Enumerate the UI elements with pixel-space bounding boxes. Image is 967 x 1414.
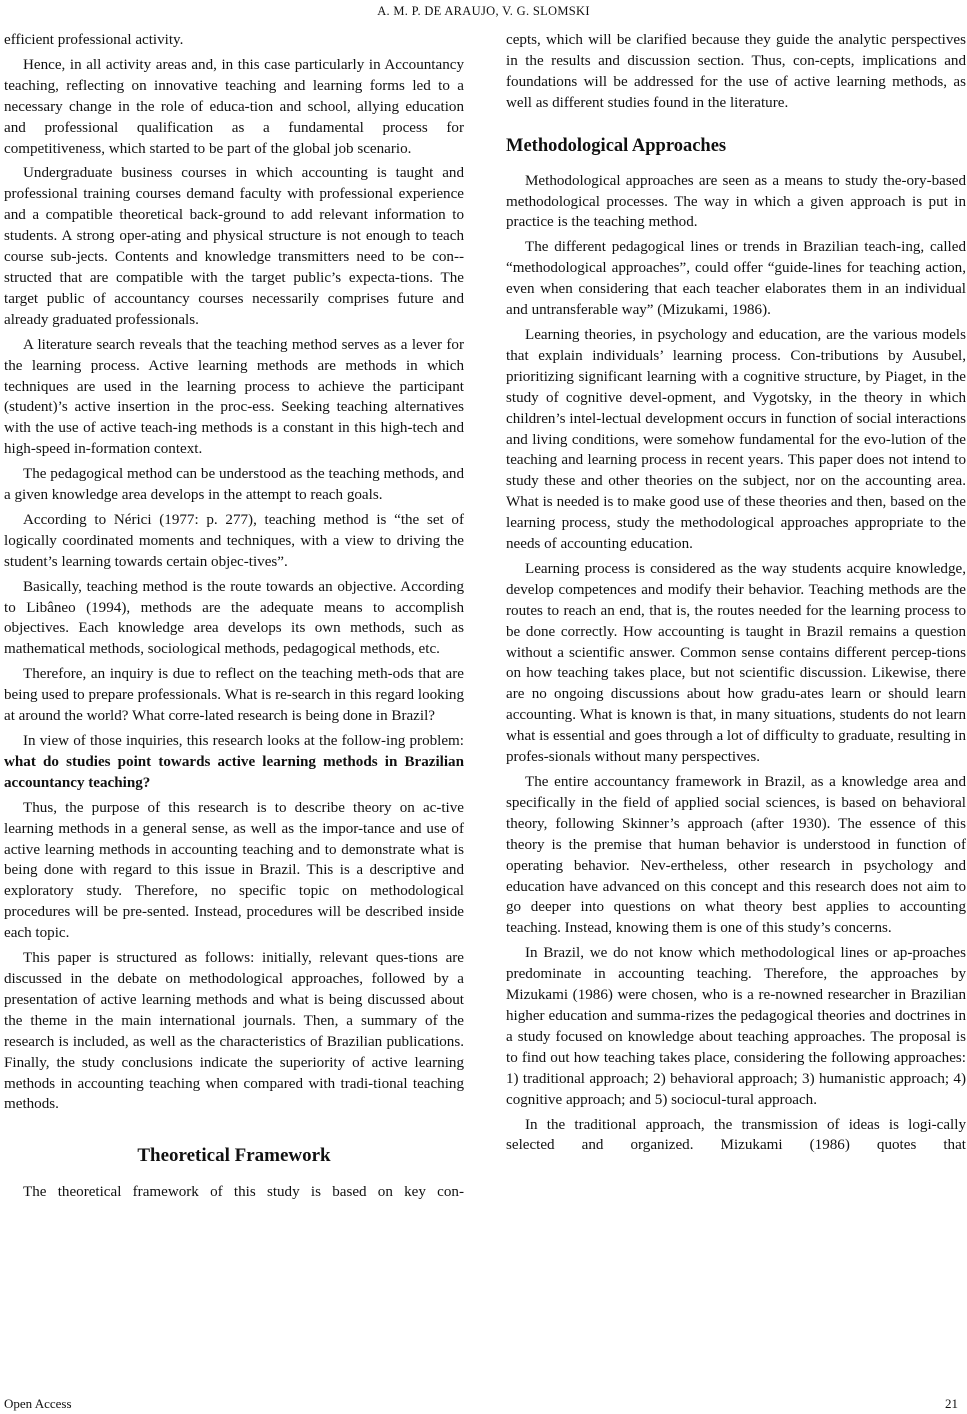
paragraph: This paper is structured as follows: initially, relevant ques-tions are discussed in the debate on methodological approaches, followed by a presentation of active learning methods and what is being discussed about the theme in the main international journals. Then, a summary of the research is included, as well as the characteristics of Brazilian publications. Finally, the study conclusions indicate the superiority of active learning methods in accounting teaching when compared with tradi-tional teaching methods. <box>4 950 464 1113</box>
paragraph: Learning process is considered as the way students acquire knowledge, develop competences and modify their behavior. Teaching methods are the routes to reach an end, that is, the routes needed for the learning process to be done correctly. How accounting is taught in Brazil remains a question without a scientific answer. Common sense contains different percep-tions on how teaching takes place, but not scientific discussion. Likewise, there are no ongoing discussions about how gradu-ates learn or should learn accounting. What is known is that, in many situations, students do not learn what is essential and goes through a lot of difficulty to graduate, resulting in profes-sionals without many perspectives. <box>506 560 966 766</box>
research-problem-paragraph <box>4 731 464 794</box>
paragraph: The different pedagogical lines or trends in Brazilian teach-ing, called “methodological approaches”, could offer “guide-lines for teaching action, even when considering that each teacher elaborates them in an individual and untransferable way” (Mizukami, 1986). <box>506 239 966 319</box>
paragraph: cepts, which will be clarified because they guide the analytic perspectives in the results and discussion section. Thus, con-cepts, implications and foundations will be addressed for the use of active learning methods, as well as different studies found in the literature. <box>506 32 966 111</box>
page-number: 21 <box>945 1396 958 1411</box>
paragraph-text: In view of those inquiries, this research looks at the follow-ing problem: <box>23 733 464 749</box>
paragraph: Learning theories, in psychology and education, are the various models that explain individuals’ learning process. Con-tributions by Ausubel, prioritizing significant learning with a cognitive structure, by Piaget, in the study of cognitive devel-opment, and Vygotsky, in the theory in which children’s intel-lectual development occurs in function of social interactions and living conditions, were somehow fundamental for the evo-lution of the teaching and learning process in recent years. This paper does not intend to study these and other theories on the subject, nor on the accounting area. What is needed is to make good use of these theories and then, based on the learning process, study the methodological approaches appropriate to the needs of accounting education. <box>506 326 966 553</box>
right-column <box>506 30 966 1160</box>
section-heading-theoretical-framework: Theoretical Framework <box>137 1145 331 1167</box>
paragraph: efficient professional activity. <box>4 32 184 48</box>
paragraph: A literature search reveals that the teaching method serves as a lever for the learning process. Active learning methods are methods in which techniques are used in the learning process to achieve the participant (student)’s active insertion in the proc-ess. Seeking teaching alternatives with the use of active teach-ing methods is a constant in this high-tech and high-speed in-formation context. <box>4 336 464 458</box>
paragraph: In Brazil, we do not know which methodological lines or ap-proaches predominate in accounting teaching. Therefore, the approaches by Mizukami (1986) were chosen, who is a re-nowned researcher in Brazilian higher education and summa-rizes the pedagogical theories and doctrines in a study focused on knowledge about teaching approaches. The proposal is to find out how teaching takes place, considering the following approaches: 1) traditional approach; 2) behavioral approach; 3) humanistic approach; 4) cognitive approach; and 5) sociocul-tural approach. <box>506 945 966 1108</box>
footer-open-access: Open Access <box>4 1396 72 1411</box>
paragraph: According to Nérici (1977: p. 277), teaching method is “the set of logically coordinated moments and techniques, with a view to driving the student’s learning towards certain objec-tives”. <box>4 511 464 570</box>
paragraph: In the traditional approach, the transmission of ideas is logi-cally selected and organized. Mizukami (1986) quotes that <box>506 1116 966 1154</box>
running-head: A. M. P. DE ARAUJO, V. G. SLOMSKI <box>377 4 590 18</box>
paragraph: Thus, the purpose of this research is to describe theory on ac-tive learning methods in a general sense, as well as the impor-tance and use of active learning methods in accounting teaching and to demonstrate what is being done with regard to this issue in Brazil. This is a descriptive and exploratory study. Therefore, no specific topic on methodological procedures will be pre-sented. Instead, procedures will be described inside each topic. <box>4 799 464 942</box>
research-question: what do studies point towards active learning methods in Brazilian accountancy teaching? <box>4 753 464 791</box>
paragraph: The pedagogical method can be understood as the teaching methods, and a given knowledge area develops in the attempt to reach goals. <box>4 466 464 504</box>
paragraph: Basically, teaching method is the route towards an objective. According to Libâneo (1994), methods are the adequate means to accomplish objectives. Each knowledge area develops its own methods, such as mathematical methods, sociological methods, pedagogical methods, etc. <box>4 578 464 658</box>
paragraph: The entire accountancy framework in Brazil, as a knowledge area and specifically in the field of applied social sciences, is based on behavioral theory, following Skinner’s approach (after 1930). The essence of this theory is the premise that human behavior is understood in function of operating behavior. Nev-ertheless, other research in psychology and education have advanced on this concept and this research does not aim to go deeper into questions on what theory best applies to accounting teaching. Instead, knowing them is one of this study’s concerns. <box>506 774 966 937</box>
paragraph: The theoretical framework of this study is based on key con- <box>23 1184 464 1201</box>
left-column <box>4 30 464 1207</box>
section-heading-methodological-approaches: Methodological Approaches <box>506 135 727 156</box>
paragraph: Methodological approaches are seen as a means to study the-ory-based methodological processes. The way in which a given approach is put in practice is the teaching method. <box>506 172 966 231</box>
paragraph: Therefore, an inquiry is due to reflect on the teaching meth-ods that are being used to prepare professionals. What is re-search in this regard looking at around the world? What corre-lated research is being done in Brazil? <box>4 666 464 725</box>
paragraph: Hence, in all activity areas and, in this case particularly in Accountancy teaching, reflecting on innovative teaching and learning forms led to a necessary change in the role of educa-tion and school, allying education and professional qualification as a fundamental process for competitiveness, which started to be part of the global job scenario. <box>4 56 464 157</box>
paragraph: Undergraduate business courses in which accounting is taught and professional training courses demand faculty with professional experience and a compatible theoretical back-ground to add relevant information to students. A strong oper-ating and physical structure is not enough to teach course sub-jects. Contents and knowledge transmitters need to be con-structed that are compatible with the target public’s expecta-tions. The target public of accountancy courses necessarily comprises future and already graduated professionals. <box>4 165 464 328</box>
